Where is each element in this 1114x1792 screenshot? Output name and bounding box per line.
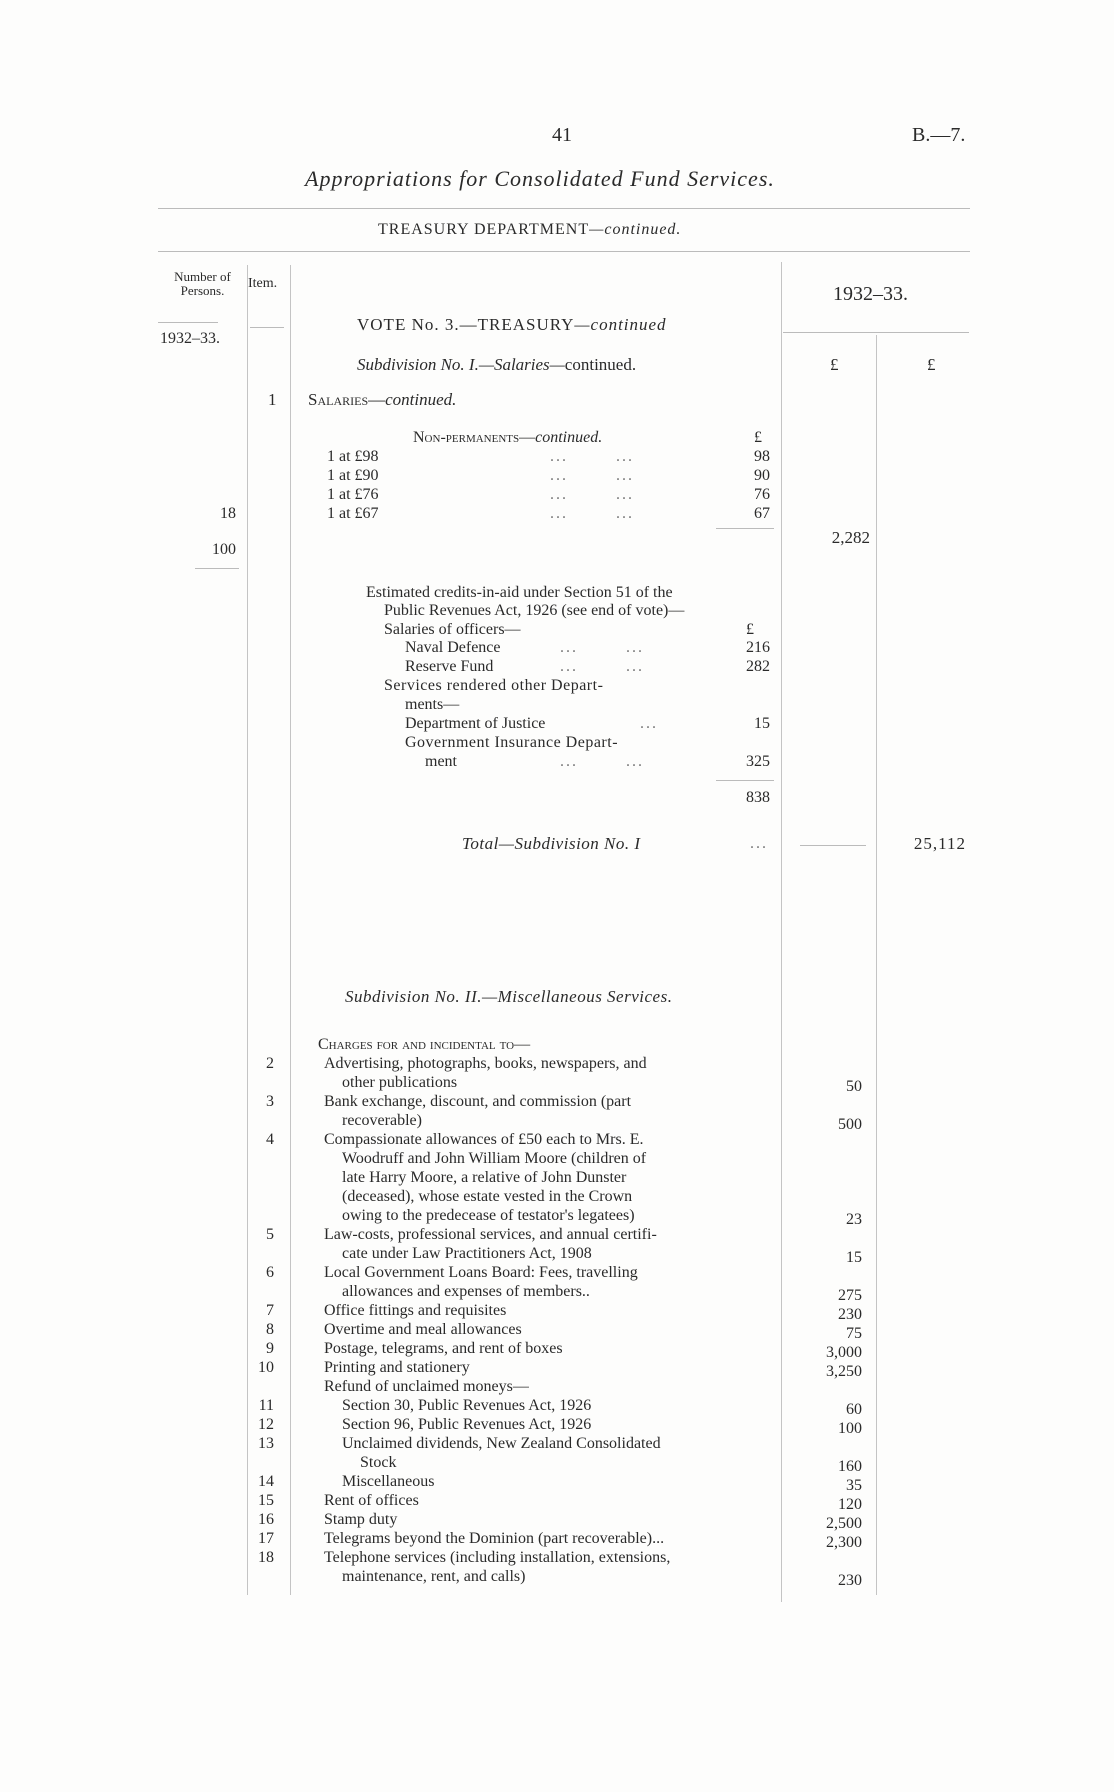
item-description-line: Compassionate allowances of £50 each to Mrs. E.	[324, 1131, 644, 1148]
salaries-item-number: 1	[268, 390, 277, 409]
leader-dots: ...	[750, 835, 768, 852]
item-description-line: Printing and stationery	[324, 1359, 470, 1376]
item-description-line: Section 96, Public Revenues Act, 1926	[342, 1416, 592, 1433]
document-reference: B.—7.	[912, 124, 966, 146]
page-title: Appropriations for Consolidated Fund Services.	[305, 166, 775, 191]
credit-govins-line-1: Government Insurance Depart-	[405, 734, 619, 751]
rule-top	[158, 208, 970, 209]
item-amount: 100	[838, 1420, 862, 1437]
credit-reserve-value: 282	[746, 658, 770, 675]
item-number: 4	[266, 1131, 274, 1148]
item-number: 11	[258, 1397, 274, 1414]
header-pound-1: £	[830, 355, 839, 374]
rule-persons	[158, 322, 218, 323]
item-description-line: maintenance, rent, and calls)	[342, 1568, 526, 1585]
credit-justice-label: Department of Justice	[405, 715, 546, 732]
item-description-line: Stamp duty	[324, 1511, 398, 1528]
item-number: 16	[258, 1511, 274, 1528]
persons-total: 100	[212, 541, 236, 558]
item-amount: 230	[838, 1306, 862, 1323]
leader-dots: ... ...	[550, 467, 634, 484]
header-year-left: 1932–33.	[160, 330, 220, 347]
item-amount: 275	[838, 1287, 862, 1304]
page-number: 41	[552, 124, 572, 146]
item-description-line: owing to the predecease of testator's legatees)	[342, 1207, 635, 1224]
item-number: 2	[266, 1055, 274, 1072]
item-description-line: late Harry Moore, a relative of John Dunster	[342, 1169, 627, 1186]
subdivision-1-suffix: continued.	[564, 355, 637, 374]
item-number: 18	[258, 1549, 274, 1566]
item-description-line: Miscellaneous	[342, 1473, 435, 1490]
item-number: 7	[266, 1302, 274, 1319]
item-amount: 60	[846, 1401, 862, 1418]
item-amount: 3,250	[826, 1363, 862, 1380]
refund-heading: Refund of unclaimed moneys—	[324, 1378, 529, 1395]
item-description-line: cate under Law Practitioners Act, 1908	[342, 1245, 592, 1262]
salaries-heading-suffix: continued.	[385, 390, 457, 409]
rule-year	[783, 332, 969, 333]
salary-row-value: 76	[754, 486, 770, 503]
item-description-line: (deceased), whose estate vested in the Crown	[342, 1188, 633, 1205]
item-amount: 50	[846, 1078, 862, 1095]
credits-salaries-heading: Salaries of officers—	[384, 621, 521, 638]
nonperm-heading-suffix: continued.	[535, 429, 603, 446]
department-heading	[378, 221, 681, 239]
total-subdivision-label: Total—Subdivision No. I	[462, 834, 641, 853]
salary-row-label: 1 at £90	[327, 467, 379, 484]
item-description-line: Advertising, photographs, books, newspapers, and	[324, 1055, 647, 1072]
subdivision-1-main: Subdivision No. I.—Salaries—	[357, 355, 565, 374]
credits-pound: £	[746, 621, 754, 638]
charges-heading: Charges for and incidental to—	[318, 1036, 531, 1053]
rule-total-dash	[800, 845, 866, 846]
salary-row-label: 1 at £76	[327, 486, 379, 503]
item-description-line: allowances and expenses of members..	[342, 1283, 590, 1300]
subdivision-2-title: Subdivision No. II.—Miscellaneous Services.	[345, 987, 673, 1006]
salary-row-label: 1 at £98	[327, 448, 379, 465]
credits-total: 838	[746, 789, 770, 806]
item-number: 3	[266, 1093, 274, 1110]
divider-persons-item	[247, 265, 248, 1595]
header-item: Item.	[248, 276, 278, 291]
item-number: 13	[258, 1435, 274, 1452]
leader-dots: ... ...	[560, 658, 644, 675]
item-description-line: other publications	[342, 1074, 458, 1091]
department-suffix: —continued.	[589, 221, 682, 238]
persons-count: 18	[220, 505, 236, 522]
item-number: 8	[266, 1321, 274, 1338]
nonperm-heading	[413, 428, 602, 447]
item-description-line: Local Government Loans Board: Fees, travelling	[324, 1264, 638, 1281]
header-pound-2: £	[927, 355, 936, 374]
salary-row-label: 1 at £67	[327, 505, 379, 522]
item-amount: 500	[838, 1116, 862, 1133]
salaries-heading	[308, 390, 456, 409]
rule-credits-sum	[716, 780, 774, 781]
item-number: 14	[258, 1473, 274, 1490]
nonperm-pound: £	[754, 429, 762, 446]
credit-reserve-label: Reserve Fund	[405, 658, 494, 675]
salaries-subtotal: 2,282	[831, 528, 870, 547]
credit-justice-value: 15	[754, 715, 770, 732]
rule-persons-total	[195, 568, 239, 569]
item-amount: 160	[838, 1458, 862, 1475]
credits-intro-line-1: Estimated credits-in-aid under Section 51 of the	[366, 584, 673, 601]
total-subdivision-value: 25,112	[913, 834, 966, 853]
item-amount: 23	[846, 1211, 862, 1228]
item-description-line: Section 30, Public Revenues Act, 1926	[342, 1397, 592, 1414]
item-description-line: recoverable)	[342, 1112, 422, 1129]
item-number: 17	[258, 1530, 274, 1547]
credit-naval-value: 216	[746, 639, 770, 656]
item-number: 5	[266, 1226, 274, 1243]
item-number: 15	[258, 1492, 274, 1509]
nonperm-heading-main: Non-permanents—	[413, 429, 536, 446]
rule-header	[158, 251, 970, 252]
item-description-line: Office fittings and requisites	[324, 1302, 507, 1319]
salary-row-value: 67	[754, 505, 770, 522]
item-amount: 120	[838, 1496, 862, 1513]
item-amount: 35	[846, 1477, 862, 1494]
item-description-line: Rent of offices	[324, 1492, 419, 1509]
item-number: 10	[258, 1359, 274, 1376]
item-number: 12	[258, 1416, 274, 1433]
credit-naval-label: Naval Defence	[405, 639, 501, 656]
item-amount: 75	[846, 1325, 862, 1342]
vote-title-main: VOTE No. 3.—TREASURY	[357, 315, 575, 334]
rule-salaries-sum	[716, 528, 774, 529]
leader-dots: ... ...	[560, 639, 644, 656]
leader-dots: ... ...	[550, 486, 634, 503]
item-description-line: Telegrams beyond the Dominion (part recoverable)...	[324, 1530, 665, 1547]
salary-row-value: 98	[754, 448, 770, 465]
salary-row-value: 90	[754, 467, 770, 484]
vote-title	[357, 315, 667, 335]
item-description-line: Bank exchange, discount, and commission (part	[324, 1093, 632, 1110]
credit-services-line-1: Services rendered other Depart-	[384, 677, 604, 694]
leader-dots: ... ...	[550, 505, 634, 522]
item-description-line: Unclaimed dividends, New Zealand Consolidated	[342, 1435, 661, 1452]
credit-services-line-2: ments—	[405, 696, 460, 713]
item-amount: 3,000	[826, 1344, 862, 1361]
item-description-line: Overtime and meal allowances	[324, 1321, 522, 1338]
item-description-line: Woodruff and John William Moore (children of	[342, 1150, 647, 1167]
header-year-right: 1932–33.	[833, 283, 908, 305]
leader-dots: ...	[640, 715, 658, 732]
leader-dots: ... ...	[560, 753, 644, 770]
credit-govins-line-2: ment	[425, 753, 457, 770]
vote-title-suffix: —continued	[574, 315, 667, 334]
divider-text-amount	[781, 262, 782, 1602]
divider-amounts	[876, 335, 877, 1595]
divider-item-text	[290, 265, 291, 1595]
salaries-heading-main: Salaries—	[308, 390, 386, 409]
rule-item	[250, 327, 284, 328]
item-description-line: Law-costs, professional services, and annual certifi-	[324, 1226, 657, 1243]
item-amount: 15	[846, 1249, 862, 1266]
subdivision-1-title	[357, 355, 636, 375]
leader-dots: ... ...	[550, 448, 634, 465]
credit-govins-value: 325	[746, 753, 770, 770]
credits-intro-line-2: Public Revenues Act, 1926 (see end of vote)—	[384, 602, 685, 619]
item-amount: 230	[838, 1572, 862, 1589]
item-description-line: Stock	[360, 1454, 397, 1471]
item-amount: 2,500	[826, 1515, 862, 1532]
item-description-line: Postage, telegrams, and rent of boxes	[324, 1340, 563, 1357]
header-number-of-persons: Number of Persons.	[174, 269, 231, 298]
item-number: 6	[266, 1264, 274, 1281]
item-number: 9	[266, 1340, 274, 1357]
department-name: TREASURY DEPARTMENT	[378, 221, 590, 238]
item-amount: 2,300	[826, 1534, 862, 1551]
item-description-line: Telephone services (including installation, extensions,	[324, 1549, 671, 1566]
